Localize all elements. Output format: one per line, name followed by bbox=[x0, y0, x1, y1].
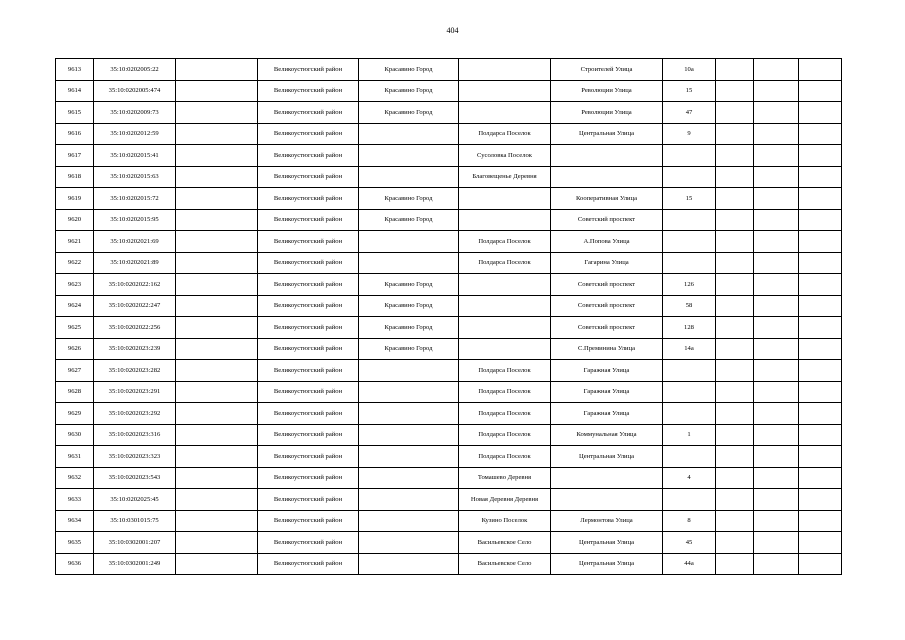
empty-cell bbox=[716, 360, 754, 382]
empty-cell bbox=[799, 338, 842, 360]
cadastral-number: 35:10:0202005:22 bbox=[94, 59, 176, 81]
empty-cell bbox=[176, 532, 258, 554]
house-number: 44а bbox=[663, 553, 716, 575]
empty-cell bbox=[754, 381, 799, 403]
settlement bbox=[459, 274, 551, 296]
cadastral-number: 35:10:0202023:292 bbox=[94, 403, 176, 425]
house-number bbox=[663, 166, 716, 188]
empty-cell bbox=[716, 467, 754, 489]
empty-cell bbox=[754, 209, 799, 231]
empty-cell bbox=[176, 360, 258, 382]
street: Революции Улица bbox=[551, 102, 663, 124]
table-row bbox=[56, 209, 842, 231]
city bbox=[359, 510, 459, 532]
empty-cell bbox=[176, 274, 258, 296]
settlement bbox=[459, 338, 551, 360]
empty-cell bbox=[799, 381, 842, 403]
table-row bbox=[56, 338, 842, 360]
table-row bbox=[56, 59, 842, 81]
city: Красавино Город bbox=[359, 188, 459, 210]
cadastral-number: 35:10:0301015:75 bbox=[94, 510, 176, 532]
table-row bbox=[56, 274, 842, 296]
cadastral-number: 35:10:0302001:207 bbox=[94, 532, 176, 554]
empty-cell bbox=[176, 403, 258, 425]
empty-cell bbox=[176, 59, 258, 81]
empty-cell bbox=[176, 231, 258, 253]
empty-cell bbox=[754, 80, 799, 102]
city bbox=[359, 553, 459, 575]
empty-cell bbox=[799, 424, 842, 446]
street bbox=[551, 166, 663, 188]
house-number: 14а bbox=[663, 338, 716, 360]
street: Лермонтова Улица bbox=[551, 510, 663, 532]
empty-cell bbox=[176, 381, 258, 403]
cadastral-number: 35:10:0202022:247 bbox=[94, 295, 176, 317]
empty-cell bbox=[799, 532, 842, 554]
settlement: Полдарса Поселок bbox=[459, 252, 551, 274]
cadastral-number: 35:10:0202023:239 bbox=[94, 338, 176, 360]
house-number: 58 bbox=[663, 295, 716, 317]
table-row bbox=[56, 553, 842, 575]
empty-cell bbox=[754, 317, 799, 339]
empty-cell bbox=[716, 338, 754, 360]
row-number: 9628 bbox=[56, 381, 94, 403]
house-number: 45 bbox=[663, 532, 716, 554]
cadastral-number: 35:10:0202005:474 bbox=[94, 80, 176, 102]
cadastral-number: 35:10:0202025:45 bbox=[94, 489, 176, 511]
cadastral-number: 35:10:0202022:256 bbox=[94, 317, 176, 339]
empty-cell bbox=[754, 424, 799, 446]
row-number: 9617 bbox=[56, 145, 94, 167]
street: Советский проспект bbox=[551, 295, 663, 317]
row-number: 9632 bbox=[56, 467, 94, 489]
table-row bbox=[56, 295, 842, 317]
street: Центральная Улица bbox=[551, 532, 663, 554]
city: Красавино Город bbox=[359, 317, 459, 339]
row-number: 9622 bbox=[56, 252, 94, 274]
empty-cell bbox=[716, 532, 754, 554]
empty-cell bbox=[754, 467, 799, 489]
street: Центральная Улица bbox=[551, 446, 663, 468]
house-number: 1 bbox=[663, 424, 716, 446]
row-number: 9613 bbox=[56, 59, 94, 81]
house-number bbox=[663, 145, 716, 167]
city bbox=[359, 489, 459, 511]
settlement: Полдарса Поселок bbox=[459, 231, 551, 253]
empty-cell bbox=[716, 553, 754, 575]
settlement: Полдарса Поселок bbox=[459, 403, 551, 425]
district: Великоустюгский район bbox=[258, 489, 359, 511]
district: Великоустюгский район bbox=[258, 59, 359, 81]
empty-cell bbox=[799, 145, 842, 167]
district: Великоустюгский район bbox=[258, 80, 359, 102]
empty-cell bbox=[716, 188, 754, 210]
city bbox=[359, 446, 459, 468]
district: Великоустюгский район bbox=[258, 532, 359, 554]
street: Коммунальная Улица bbox=[551, 424, 663, 446]
row-number: 9629 bbox=[56, 403, 94, 425]
city bbox=[359, 467, 459, 489]
street: Центральная Улица bbox=[551, 553, 663, 575]
cadastral-number: 35:10:0202009:73 bbox=[94, 102, 176, 124]
house-number: 126 bbox=[663, 274, 716, 296]
empty-cell bbox=[716, 252, 754, 274]
empty-cell bbox=[176, 489, 258, 511]
table-row bbox=[56, 510, 842, 532]
street: С.Преминина Улица bbox=[551, 338, 663, 360]
street: Гаражная Улица bbox=[551, 403, 663, 425]
empty-cell bbox=[799, 360, 842, 382]
district: Великоустюгский район bbox=[258, 231, 359, 253]
empty-cell bbox=[754, 145, 799, 167]
district: Великоустюгский район bbox=[258, 317, 359, 339]
row-number: 9616 bbox=[56, 123, 94, 145]
empty-cell bbox=[799, 188, 842, 210]
table-row bbox=[56, 532, 842, 554]
house-number: 47 bbox=[663, 102, 716, 124]
row-number: 9614 bbox=[56, 80, 94, 102]
empty-cell bbox=[754, 360, 799, 382]
table-row bbox=[56, 80, 842, 102]
district: Великоустюгский район bbox=[258, 188, 359, 210]
empty-cell bbox=[716, 274, 754, 296]
row-number: 9627 bbox=[56, 360, 94, 382]
empty-cell bbox=[716, 145, 754, 167]
empty-cell bbox=[754, 274, 799, 296]
district: Великоустюгский район bbox=[258, 102, 359, 124]
table-row bbox=[56, 252, 842, 274]
empty-cell bbox=[754, 510, 799, 532]
street: Советский проспект bbox=[551, 274, 663, 296]
empty-cell bbox=[799, 510, 842, 532]
cadastral-number: 35:10:0202021:69 bbox=[94, 231, 176, 253]
city: Красавино Город bbox=[359, 59, 459, 81]
house-number bbox=[663, 446, 716, 468]
table-row bbox=[56, 145, 842, 167]
empty-cell bbox=[716, 166, 754, 188]
street: Гагарина Улица bbox=[551, 252, 663, 274]
row-number: 9619 bbox=[56, 188, 94, 210]
settlement: Полдарса Поселок bbox=[459, 446, 551, 468]
empty-cell bbox=[754, 59, 799, 81]
settlement: Кузино Поселок bbox=[459, 510, 551, 532]
city bbox=[359, 123, 459, 145]
district: Великоустюгский район bbox=[258, 166, 359, 188]
empty-cell bbox=[176, 80, 258, 102]
settlement: Полдарса Поселок bbox=[459, 424, 551, 446]
empty-cell bbox=[176, 553, 258, 575]
street: Советский проспект bbox=[551, 209, 663, 231]
settlement: Полдарса Поселок bbox=[459, 123, 551, 145]
city: Красавино Город bbox=[359, 338, 459, 360]
empty-cell bbox=[176, 252, 258, 274]
table-row bbox=[56, 467, 842, 489]
empty-cell bbox=[799, 274, 842, 296]
city: Красавино Город bbox=[359, 274, 459, 296]
empty-cell bbox=[799, 102, 842, 124]
empty-cell bbox=[176, 467, 258, 489]
empty-cell bbox=[716, 317, 754, 339]
cadastral-number: 35:10:0202015:72 bbox=[94, 188, 176, 210]
city bbox=[359, 403, 459, 425]
house-number bbox=[663, 252, 716, 274]
row-number: 9624 bbox=[56, 295, 94, 317]
district: Великоустюгский район bbox=[258, 360, 359, 382]
city bbox=[359, 231, 459, 253]
table-row bbox=[56, 166, 842, 188]
cadastral-number: 35:10:0202015:63 bbox=[94, 166, 176, 188]
empty-cell bbox=[799, 59, 842, 81]
row-number: 9623 bbox=[56, 274, 94, 296]
empty-cell bbox=[754, 252, 799, 274]
empty-cell bbox=[754, 403, 799, 425]
street: Советский проспект bbox=[551, 317, 663, 339]
settlement: Томашево Деревня bbox=[459, 467, 551, 489]
house-number bbox=[663, 231, 716, 253]
empty-cell bbox=[799, 209, 842, 231]
city bbox=[359, 532, 459, 554]
settlement bbox=[459, 59, 551, 81]
house-number: 8 bbox=[663, 510, 716, 532]
empty-cell bbox=[176, 102, 258, 124]
empty-cell bbox=[799, 467, 842, 489]
house-number: 128 bbox=[663, 317, 716, 339]
row-number: 9615 bbox=[56, 102, 94, 124]
row-number: 9625 bbox=[56, 317, 94, 339]
empty-cell bbox=[754, 489, 799, 511]
empty-cell bbox=[799, 231, 842, 253]
empty-cell bbox=[716, 510, 754, 532]
table-row bbox=[56, 403, 842, 425]
district: Великоустюгский район bbox=[258, 295, 359, 317]
empty-cell bbox=[176, 446, 258, 468]
empty-cell bbox=[799, 252, 842, 274]
settlement bbox=[459, 102, 551, 124]
street bbox=[551, 145, 663, 167]
empty-cell bbox=[754, 295, 799, 317]
cadastral-number: 35:10:0202023:291 bbox=[94, 381, 176, 403]
city bbox=[359, 166, 459, 188]
district: Великоустюгский район bbox=[258, 252, 359, 274]
district: Великоустюгский район bbox=[258, 123, 359, 145]
city bbox=[359, 424, 459, 446]
empty-cell bbox=[176, 188, 258, 210]
row-number: 9620 bbox=[56, 209, 94, 231]
district: Великоустюгский район bbox=[258, 553, 359, 575]
row-number: 9633 bbox=[56, 489, 94, 511]
empty-cell bbox=[754, 446, 799, 468]
settlement: Благовещенье Деревня bbox=[459, 166, 551, 188]
street: Строителей Улица bbox=[551, 59, 663, 81]
row-number: 9635 bbox=[56, 532, 94, 554]
street: Революции Улица bbox=[551, 80, 663, 102]
city bbox=[359, 360, 459, 382]
empty-cell bbox=[799, 446, 842, 468]
table-row bbox=[56, 231, 842, 253]
cadastral-number: 35:10:0202021:89 bbox=[94, 252, 176, 274]
district: Великоустюгский район bbox=[258, 467, 359, 489]
street: А.Попова Улица bbox=[551, 231, 663, 253]
table-row bbox=[56, 381, 842, 403]
empty-cell bbox=[716, 295, 754, 317]
page-number: 404 bbox=[446, 26, 459, 35]
empty-cell bbox=[716, 123, 754, 145]
empty-cell bbox=[799, 123, 842, 145]
empty-cell bbox=[716, 403, 754, 425]
district: Великоустюгский район bbox=[258, 510, 359, 532]
settlement bbox=[459, 80, 551, 102]
settlement: Новая Деревня Деревня bbox=[459, 489, 551, 511]
empty-cell bbox=[716, 209, 754, 231]
row-number: 9626 bbox=[56, 338, 94, 360]
district: Великоустюгский район bbox=[258, 403, 359, 425]
table-row bbox=[56, 123, 842, 145]
city bbox=[359, 145, 459, 167]
empty-cell bbox=[716, 80, 754, 102]
empty-cell bbox=[799, 403, 842, 425]
table-row bbox=[56, 360, 842, 382]
cadastral-number: 35:10:0202022:162 bbox=[94, 274, 176, 296]
empty-cell bbox=[799, 489, 842, 511]
city bbox=[359, 381, 459, 403]
empty-cell bbox=[176, 317, 258, 339]
house-number: 9 bbox=[663, 123, 716, 145]
empty-cell bbox=[716, 59, 754, 81]
street: Гаражная Улица bbox=[551, 360, 663, 382]
empty-cell bbox=[799, 317, 842, 339]
cadastral-number: 35:10:0202023:282 bbox=[94, 360, 176, 382]
empty-cell bbox=[754, 123, 799, 145]
settlement bbox=[459, 317, 551, 339]
table-row bbox=[56, 446, 842, 468]
settlement bbox=[459, 295, 551, 317]
table-row bbox=[56, 102, 842, 124]
street bbox=[551, 489, 663, 511]
row-number: 9621 bbox=[56, 231, 94, 253]
street: Центральная Улица bbox=[551, 123, 663, 145]
house-number bbox=[663, 403, 716, 425]
empty-cell bbox=[754, 338, 799, 360]
house-number bbox=[663, 489, 716, 511]
cadastral-number: 35:10:0202012:59 bbox=[94, 123, 176, 145]
cadastral-number: 35:10:0302001:249 bbox=[94, 553, 176, 575]
settlement: Полдарса Поселок bbox=[459, 360, 551, 382]
house-number: 15 bbox=[663, 80, 716, 102]
empty-cell bbox=[716, 424, 754, 446]
table-row bbox=[56, 188, 842, 210]
settlement: Васильевское Село bbox=[459, 532, 551, 554]
street: Гаражная Улица bbox=[551, 381, 663, 403]
empty-cell bbox=[754, 188, 799, 210]
empty-cell bbox=[754, 166, 799, 188]
empty-cell bbox=[176, 145, 258, 167]
table-row bbox=[56, 424, 842, 446]
empty-cell bbox=[716, 381, 754, 403]
house-number bbox=[663, 381, 716, 403]
empty-cell bbox=[176, 338, 258, 360]
district: Великоустюгский район bbox=[258, 381, 359, 403]
registry-table bbox=[55, 58, 842, 575]
empty-cell bbox=[176, 510, 258, 532]
empty-cell bbox=[176, 424, 258, 446]
empty-cell bbox=[799, 553, 842, 575]
district: Великоустюгский район bbox=[258, 446, 359, 468]
district: Великоустюгский район bbox=[258, 424, 359, 446]
row-number: 9636 bbox=[56, 553, 94, 575]
empty-cell bbox=[716, 231, 754, 253]
house-number: 10а bbox=[663, 59, 716, 81]
row-number: 9618 bbox=[56, 166, 94, 188]
empty-cell bbox=[799, 80, 842, 102]
cadastral-number: 35:10:0202023:316 bbox=[94, 424, 176, 446]
district: Великоустюгский район bbox=[258, 209, 359, 231]
settlement bbox=[459, 209, 551, 231]
empty-cell bbox=[716, 489, 754, 511]
district: Великоустюгский район bbox=[258, 274, 359, 296]
empty-cell bbox=[799, 295, 842, 317]
house-number bbox=[663, 209, 716, 231]
empty-cell bbox=[176, 166, 258, 188]
row-number: 9634 bbox=[56, 510, 94, 532]
empty-cell bbox=[716, 102, 754, 124]
empty-cell bbox=[799, 166, 842, 188]
settlement: Васильевское Село bbox=[459, 553, 551, 575]
table-row bbox=[56, 317, 842, 339]
settlement: Сусоловка Поселок bbox=[459, 145, 551, 167]
cadastral-number: 35:10:0202023:323 bbox=[94, 446, 176, 468]
cadastral-number: 35:10:0202015:41 bbox=[94, 145, 176, 167]
empty-cell bbox=[176, 123, 258, 145]
street: Кооперативная Улица bbox=[551, 188, 663, 210]
empty-cell bbox=[754, 553, 799, 575]
settlement: Полдарса Поселок bbox=[459, 381, 551, 403]
city: Красавино Город bbox=[359, 209, 459, 231]
empty-cell bbox=[754, 231, 799, 253]
city: Красавино Город bbox=[359, 102, 459, 124]
district: Великоустюгский район bbox=[258, 338, 359, 360]
city bbox=[359, 252, 459, 274]
cadastral-number: 35:10:0202023:543 bbox=[94, 467, 176, 489]
row-number: 9631 bbox=[56, 446, 94, 468]
city: Красавино Город bbox=[359, 80, 459, 102]
empty-cell bbox=[754, 532, 799, 554]
empty-cell bbox=[176, 209, 258, 231]
empty-cell bbox=[176, 295, 258, 317]
house-number: 15 bbox=[663, 188, 716, 210]
street bbox=[551, 467, 663, 489]
settlement bbox=[459, 188, 551, 210]
city: Красавино Город bbox=[359, 295, 459, 317]
cadastral-number: 35:10:0202015:95 bbox=[94, 209, 176, 231]
house-number: 4 bbox=[663, 467, 716, 489]
empty-cell bbox=[716, 446, 754, 468]
row-number: 9630 bbox=[56, 424, 94, 446]
table-row bbox=[56, 489, 842, 511]
house-number bbox=[663, 360, 716, 382]
district: Великоустюгский район bbox=[258, 145, 359, 167]
empty-cell bbox=[754, 102, 799, 124]
